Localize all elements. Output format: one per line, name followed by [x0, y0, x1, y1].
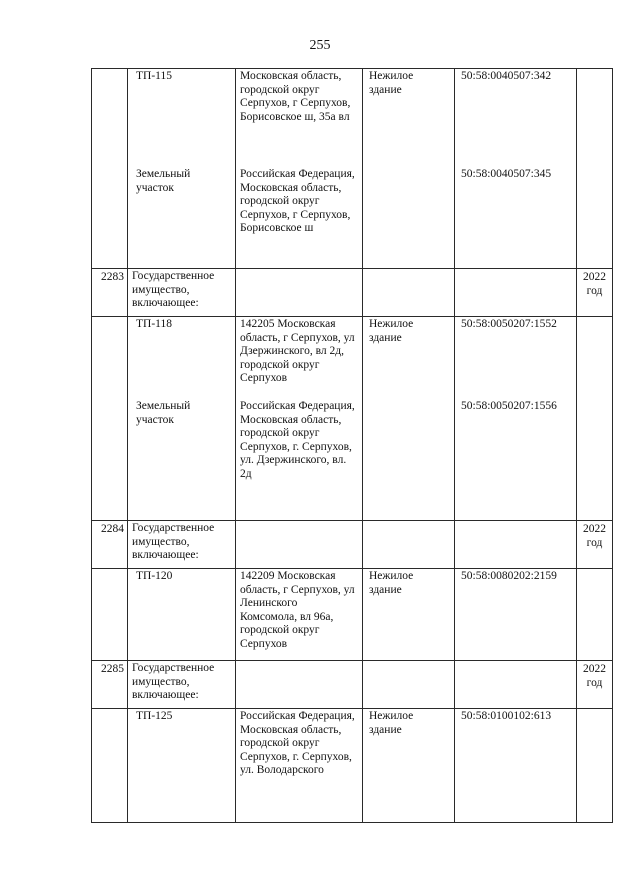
row-number: 2283 [92, 269, 128, 317]
cadastral-number: 50:58:0080202:2159 [461, 570, 557, 582]
object-type: Нежилое здание [369, 70, 414, 96]
address: 142209 Московская область, г Серпухов, ул Ленинского Комсомола, вл 96а, городской округ Серпухов [240, 570, 355, 650]
object-name: ТП-120 [136, 570, 173, 582]
table-row [92, 269, 613, 317]
object-name: ТП-118 [136, 318, 172, 330]
page-number: 255 [309, 38, 331, 53]
address: Московская область, городской округ Серпухов, г Серпухов, Борисовское ш, 35а вл [240, 70, 351, 123]
cadastral-number: 50:58:0050207:1552 [461, 318, 557, 330]
address: Российская Федерация, Московская область, городской округ Серпухов, г. Серпухов, ул. Володарского [240, 710, 355, 777]
row-number: 2285 [92, 661, 128, 709]
property-table [91, 68, 613, 823]
object-name: Земельный участок [136, 168, 191, 194]
table-row [92, 521, 613, 569]
cadastral-number: 50:58:0100102:613 [461, 710, 552, 722]
object-name-cell [128, 69, 236, 269]
year: 2022 год [577, 269, 613, 317]
table-row [92, 661, 613, 709]
table-row [92, 569, 613, 661]
year-cell [577, 69, 613, 269]
group-header: Государственное имущество, включающее: [128, 661, 236, 709]
table-row [92, 709, 613, 823]
table-row [92, 69, 613, 269]
address: Российская Федерация, Московская область, городской округ Серпухов, г Серпухов, Борисовское ш [240, 168, 355, 235]
object-name: Земельный участок [136, 400, 191, 426]
group-header: Государственное имущество, включающее: [128, 521, 236, 569]
year: 2022 год [577, 521, 613, 569]
cadastral-cell [455, 69, 577, 269]
cadastral-number: 50:58:0050207:1556 [461, 400, 557, 412]
cadastral-number: 50:58:0040507:345 [461, 168, 552, 180]
object-type: Нежилое здание [369, 710, 414, 736]
type-cell [363, 69, 455, 269]
cadastral-number: 50:58:0040507:342 [461, 70, 552, 82]
table-row [92, 317, 613, 521]
address: 142205 Московская область, г Серпухов, ул Дзержинского, вл 2д, городской округ Серпухов [240, 318, 355, 385]
address: Российская Федерация, Московская область, городской округ Серпухов, г. Серпухов, ул. Дзержинского, вл. 2д [240, 400, 355, 480]
address-cell [236, 69, 363, 269]
year: 2022 год [577, 661, 613, 709]
object-type: Нежилое здание [369, 570, 414, 596]
object-name: ТП-125 [136, 710, 173, 722]
row-number [92, 69, 128, 269]
group-header: Государственное имущество, включающее: [128, 269, 236, 317]
object-name: ТП-115 [136, 70, 172, 82]
object-type: Нежилое здание [369, 318, 414, 344]
row-number: 2284 [92, 521, 128, 569]
